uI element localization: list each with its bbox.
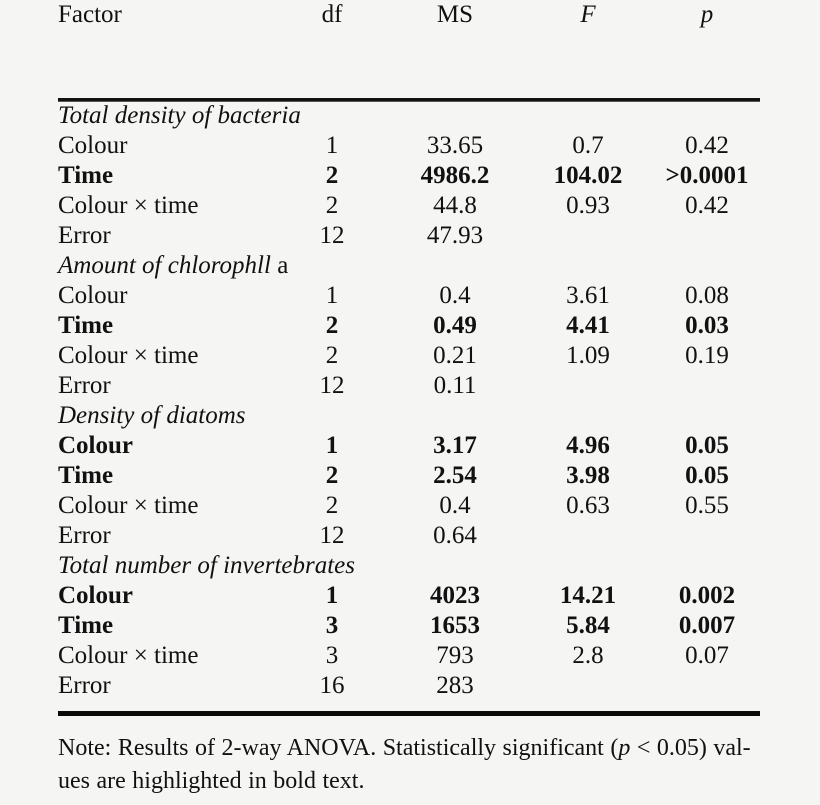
table-row: [58, 281, 760, 311]
cell-factor: Colour: [58, 282, 128, 309]
column-header-df: df: [321, 1, 343, 28]
section-heading: [58, 551, 760, 581]
cell-p: 0.05: [685, 432, 729, 459]
cell-factor: Colour: [58, 432, 133, 459]
cell-p: 0.03: [685, 312, 729, 339]
cell-p: [654, 671, 760, 701]
cell-factor: Time: [58, 312, 114, 339]
cell-p: [654, 371, 760, 401]
cell-f: [522, 221, 654, 251]
cell-f: [522, 521, 654, 551]
anova-table-body: [58, 101, 760, 701]
footnote-text-before: Note: Results of 2-way ANOVA. Statistically significant (: [58, 735, 619, 761]
cell-df: 2: [325, 462, 339, 489]
table-row: [58, 161, 760, 191]
column-header-ms: MS: [436, 1, 474, 28]
cell-df: 2: [325, 342, 339, 369]
section-heading: [58, 251, 760, 281]
cell-factor: Time: [58, 612, 114, 639]
cell-ms: 4986.2: [420, 162, 490, 189]
cell-f: 0.93: [566, 192, 610, 219]
cell-df: 12: [319, 222, 345, 249]
cell-df: 12: [319, 372, 345, 399]
cell-factor: Colour: [58, 132, 128, 159]
cell-p: 0.08: [685, 282, 729, 309]
cell-f: 3.61: [566, 282, 610, 309]
cell-df: 1: [325, 132, 339, 159]
cell-df: 1: [325, 432, 339, 459]
cell-factor: Error: [58, 222, 111, 249]
cell-df: 2: [325, 492, 339, 519]
table-row: [58, 461, 760, 491]
cell-f: 3.98: [566, 462, 610, 489]
table-footnote: [58, 732, 760, 798]
section-heading-row: [58, 101, 760, 131]
cell-f: [522, 671, 654, 701]
table-row: [58, 131, 760, 161]
cell-f: 4.41: [566, 312, 610, 339]
section-heading: [58, 101, 760, 131]
cell-factor: Time: [58, 462, 114, 489]
table-row: [58, 521, 760, 551]
cell-df: 3: [325, 642, 339, 669]
table-row: [58, 641, 760, 671]
cell-factor: Error: [58, 372, 111, 399]
cell-f: [522, 371, 654, 401]
cell-df: 1: [325, 582, 339, 609]
cell-factor: Colour × time: [58, 492, 199, 519]
cell-ms: 44.8: [433, 192, 477, 219]
cell-ms: 0.21: [433, 342, 477, 369]
footnote-line-2: ues are highlighted in bold text.: [58, 768, 365, 794]
table-row: [58, 191, 760, 221]
cell-p: 0.55: [685, 492, 729, 519]
cell-factor: Error: [58, 672, 111, 699]
column-header-p: p: [700, 1, 714, 28]
cell-f: 0.63: [566, 492, 610, 519]
table-body: [58, 101, 760, 701]
cell-f: 104.02: [553, 162, 623, 189]
cell-p: [654, 221, 760, 251]
section-heading-row: [58, 551, 760, 581]
footnote-p-symbol: p: [618, 735, 631, 761]
cell-ms: 4023: [430, 582, 480, 609]
cell-f: 14.21: [559, 582, 617, 609]
table-row: [58, 491, 760, 521]
table-row: [58, 311, 760, 341]
cell-ms: 0.11: [433, 372, 477, 399]
column-header-f: F: [580, 1, 596, 28]
cell-ms: 283: [436, 672, 474, 699]
cell-ms: 0.4: [439, 492, 471, 519]
cell-f: 5.84: [566, 612, 610, 639]
table-row: [58, 371, 760, 401]
table-row: [58, 341, 760, 371]
cell-ms: 47.93: [426, 222, 484, 249]
section-heading-row: [58, 251, 760, 281]
section-heading-italic: Total density of bacteria: [58, 102, 301, 129]
cell-f: 0.7: [572, 132, 604, 159]
cell-f: 4.96: [566, 432, 610, 459]
anova-table: [58, 0, 760, 30]
cell-ms: 1653: [430, 612, 480, 639]
cell-ms: 3.17: [433, 432, 477, 459]
section-heading-row: [58, 401, 760, 431]
cell-factor: Colour × time: [58, 342, 199, 369]
cell-factor: Colour × time: [58, 192, 199, 219]
anova-table-container: [58, 0, 760, 798]
cell-factor: Time: [58, 162, 114, 189]
cell-df: 3: [325, 612, 339, 639]
table-header-row: [58, 0, 760, 30]
cell-f: 2.8: [572, 642, 604, 669]
cell-df: 12: [319, 522, 345, 549]
cell-f: 1.09: [566, 342, 610, 369]
cell-factor: Error: [58, 522, 111, 549]
footnote-text-mid: < 0.05) val-: [630, 735, 751, 761]
table-row: [58, 671, 760, 701]
table-header: [58, 0, 760, 30]
cell-p: [654, 521, 760, 551]
column-header-factor: Factor: [58, 1, 122, 28]
section-heading-italic: Density of diatoms: [58, 402, 246, 429]
cell-p: 0.002: [678, 582, 736, 609]
section-heading-italic: Total number of invertebrates: [58, 552, 355, 579]
bottom-rule: [58, 711, 760, 716]
cell-p: >0.0001: [665, 162, 749, 189]
cell-df: 16: [319, 672, 345, 699]
cell-p: 0.05: [685, 462, 729, 489]
cell-ms: 0.49: [433, 312, 477, 339]
table-row: [58, 431, 760, 461]
section-heading-upright: a: [270, 252, 289, 279]
table-row: [58, 221, 760, 251]
cell-factor: Colour: [58, 582, 133, 609]
cell-ms: 33.65: [426, 132, 484, 159]
cell-p: 0.007: [678, 612, 736, 639]
cell-factor: Colour × time: [58, 642, 199, 669]
cell-ms: 0.64: [433, 522, 477, 549]
cell-p: 0.42: [685, 132, 729, 159]
table-row: [58, 581, 760, 611]
cell-ms: 2.54: [433, 462, 477, 489]
cell-df: 2: [325, 162, 339, 189]
cell-ms: 0.4: [439, 282, 471, 309]
section-heading: [58, 401, 760, 431]
section-heading-italic: Amount of chlorophll: [58, 252, 271, 279]
footnote-line-1: [58, 732, 760, 765]
table-row: [58, 611, 760, 641]
cell-df: 1: [325, 282, 339, 309]
cell-p: 0.07: [685, 642, 729, 669]
cell-p: 0.19: [685, 342, 729, 369]
cell-p: 0.42: [685, 192, 729, 219]
cell-df: 2: [325, 192, 339, 219]
cell-df: 2: [325, 312, 339, 339]
cell-ms: 793: [436, 642, 474, 669]
